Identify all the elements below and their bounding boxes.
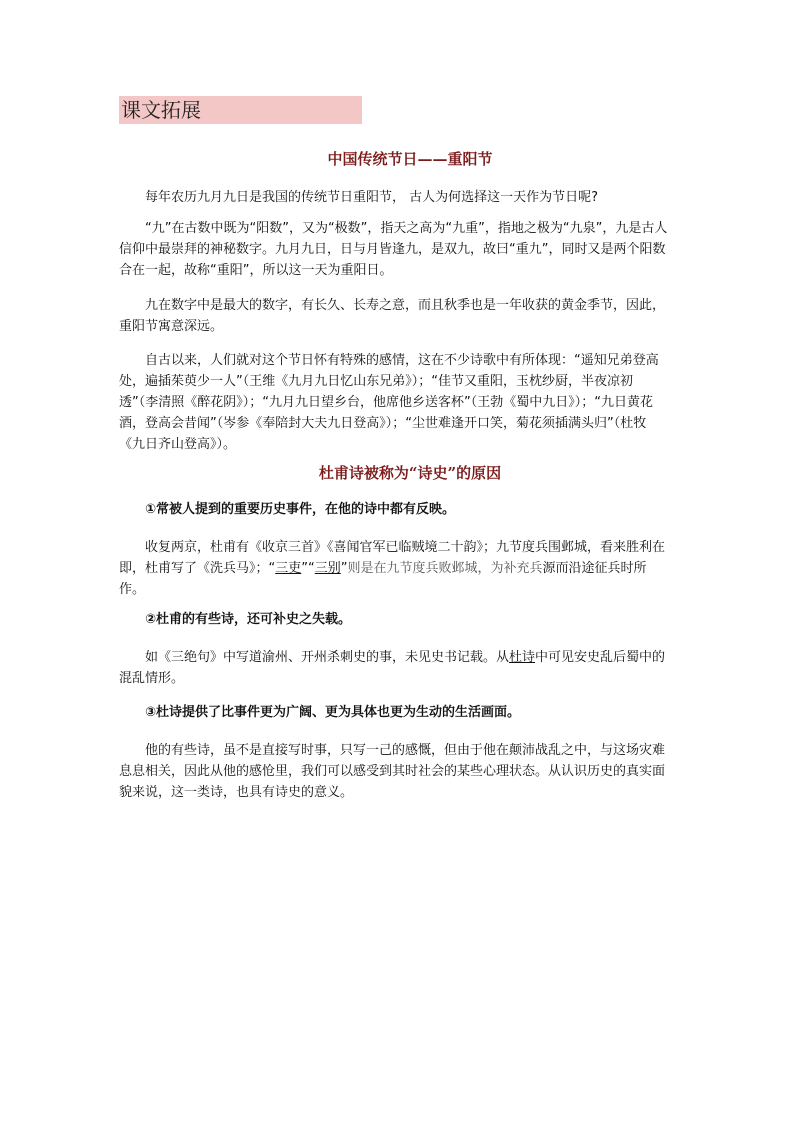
link-du-shi[interactable]: 杜诗 — [509, 650, 536, 665]
paragraph-point-1 — [119, 537, 671, 600]
point-1-text-d: 源而沿途征兵时所作。 — [119, 561, 647, 597]
point-2-text-b: 中可见安史乱后蜀中的混乱情形。 — [119, 650, 666, 686]
paragraph-poems: 自古以来，人们就对这个节日怀有特殊的感情，这在不少诗歌中有所体现：“遥知兄弟登高处，遍插茱萸少一人”（王维《九月九日忆山东兄弟》）；“佳节又重阳，玉枕纱厨，半夜凉初透”（李清照《醉花阴》）；“九月九日望乡台，他席他乡送客杯”（王勃《蜀中九日》）；“九日黄花酒，登高会昔闻”（岑参《奉陪封大夫九日登高》）；“尘世难逢开口笑，菊花须插满头归”（杜牧《九日齐山登高》）。 — [119, 353, 659, 452]
point-heading-2: ②杜甫的有些诗，还可补史之失载。 — [145, 612, 352, 627]
point-2-text-a: 如《三绝句》中写道渝州、开州杀刺史的事，未见史书记载。从 — [145, 650, 510, 665]
point-1-text-c: ” — [340, 561, 348, 576]
paragraph-point-2 — [119, 647, 671, 689]
paragraph-intro: 每年农历九月九日是我国的传统节日重阳节， 古人为何选择这一天作为节日呢? — [145, 190, 599, 205]
link-san-li[interactable]: 三吏 — [275, 561, 302, 576]
paragraph-point-3: 他的有些诗，虽不是直接写时事，只写一己的感慨，但由于他在颠沛战乱之中，与这场灾难息息相关，因此从他的感怆里，我们可以感受到其时社会的某些心理状态。从认识历史的真实面貌来说，这一类诗，也具有诗史的意义。 — [119, 743, 666, 800]
paragraph-longevity: 九在数字中是最大的数字，有长久、长寿之意，而且秋季也是一年收获的黄金季节，因此，重阳节寓意深远。 — [119, 298, 666, 334]
point-1-text-a: 收复两京，杜甫有《收京三首》《喜闻官军已临贼境二十韵》；九节度兵围邺城，看来胜利在即，杜甫写了《洗兵马》；“ — [119, 540, 666, 576]
point-1-text-gray: 则是在九节度兵败邺城，为补充兵 — [347, 561, 543, 576]
link-san-bie[interactable]: 三别 — [314, 561, 341, 576]
section-title-chongyang: 中国传统节日——重阳节 — [327, 150, 493, 168]
section-title-dufu: 杜甫诗被称为“诗史”的原因 — [318, 464, 502, 482]
section-banner: 课文拓展 — [119, 96, 362, 124]
point-heading-1: ①常被人提到的重要历史事件，在他的诗中都有反映。 — [145, 502, 456, 517]
point-heading-3: ③杜诗提供了比事件更为广阔、更为具体也更为生动的生活画面。 — [145, 705, 521, 720]
paragraph-nine-meaning: “九”在古数中既为“阳数”，又为“极数”，指天之高为“九重”，指地之极为“九泉”，九是古人信仰中最崇拜的神秘数字。九月九日，日与月皆逢九，是双九，故曰“重九”，同时又是两个阳数合在一起，故称“重阳”，所以这一天为重阳日。 — [119, 221, 668, 278]
point-1-text-b: ”“ — [301, 561, 315, 576]
